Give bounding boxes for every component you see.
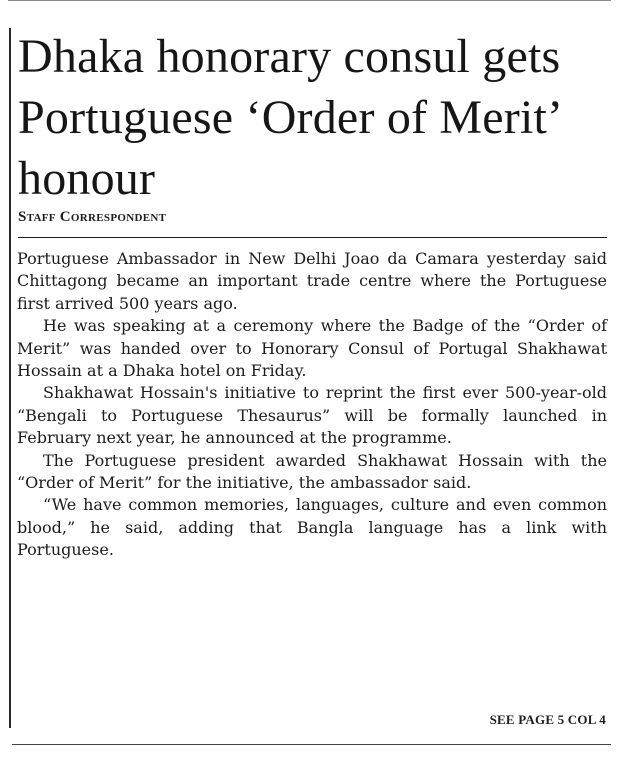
column-left-rule (9, 28, 11, 728)
article-paragraph: “We have common memories, languages, culture and even common blood,” he said, adding that Bangla language has a link with Portuguese. (17, 495, 607, 560)
article-paragraph: Portuguese Ambassador in New Delhi Joao da Camara yesterday said Chittagong became an important trade centre where the Portuguese first arrived 500 years ago. (17, 249, 607, 313)
headline: Dhaka honorary consul gets Portuguese ‘Order of Merit’ honour (18, 30, 561, 205)
bottom-border-rule (12, 744, 611, 745)
article-paragraph: The Portuguese president awarded Shakhawat Hossain with the “Order of Merit” for the initiative, the ambassador said. (17, 450, 607, 493)
byline: Staff Correspondent (18, 209, 167, 225)
article-paragraph: Shakhawat Hossain's initiative to reprint the first ever 500-year-old “Bengali to Portuguese Thesaurus” will be formally launched in February next year, he announced at the programme. (17, 383, 607, 448)
article-paragraph: He was speaking at a ceremony where the Badge of the “Order of Merit” was handed over to Honorary Consul of Portugal Shakhawat Hossain at a Dhaka hotel on Friday. (17, 316, 607, 381)
article-body (17, 248, 607, 562)
top-border-rule (8, 0, 611, 1)
byline-rule (18, 237, 607, 238)
continued-jump-line: SEE PAGE 5 COL 4 (489, 712, 606, 727)
